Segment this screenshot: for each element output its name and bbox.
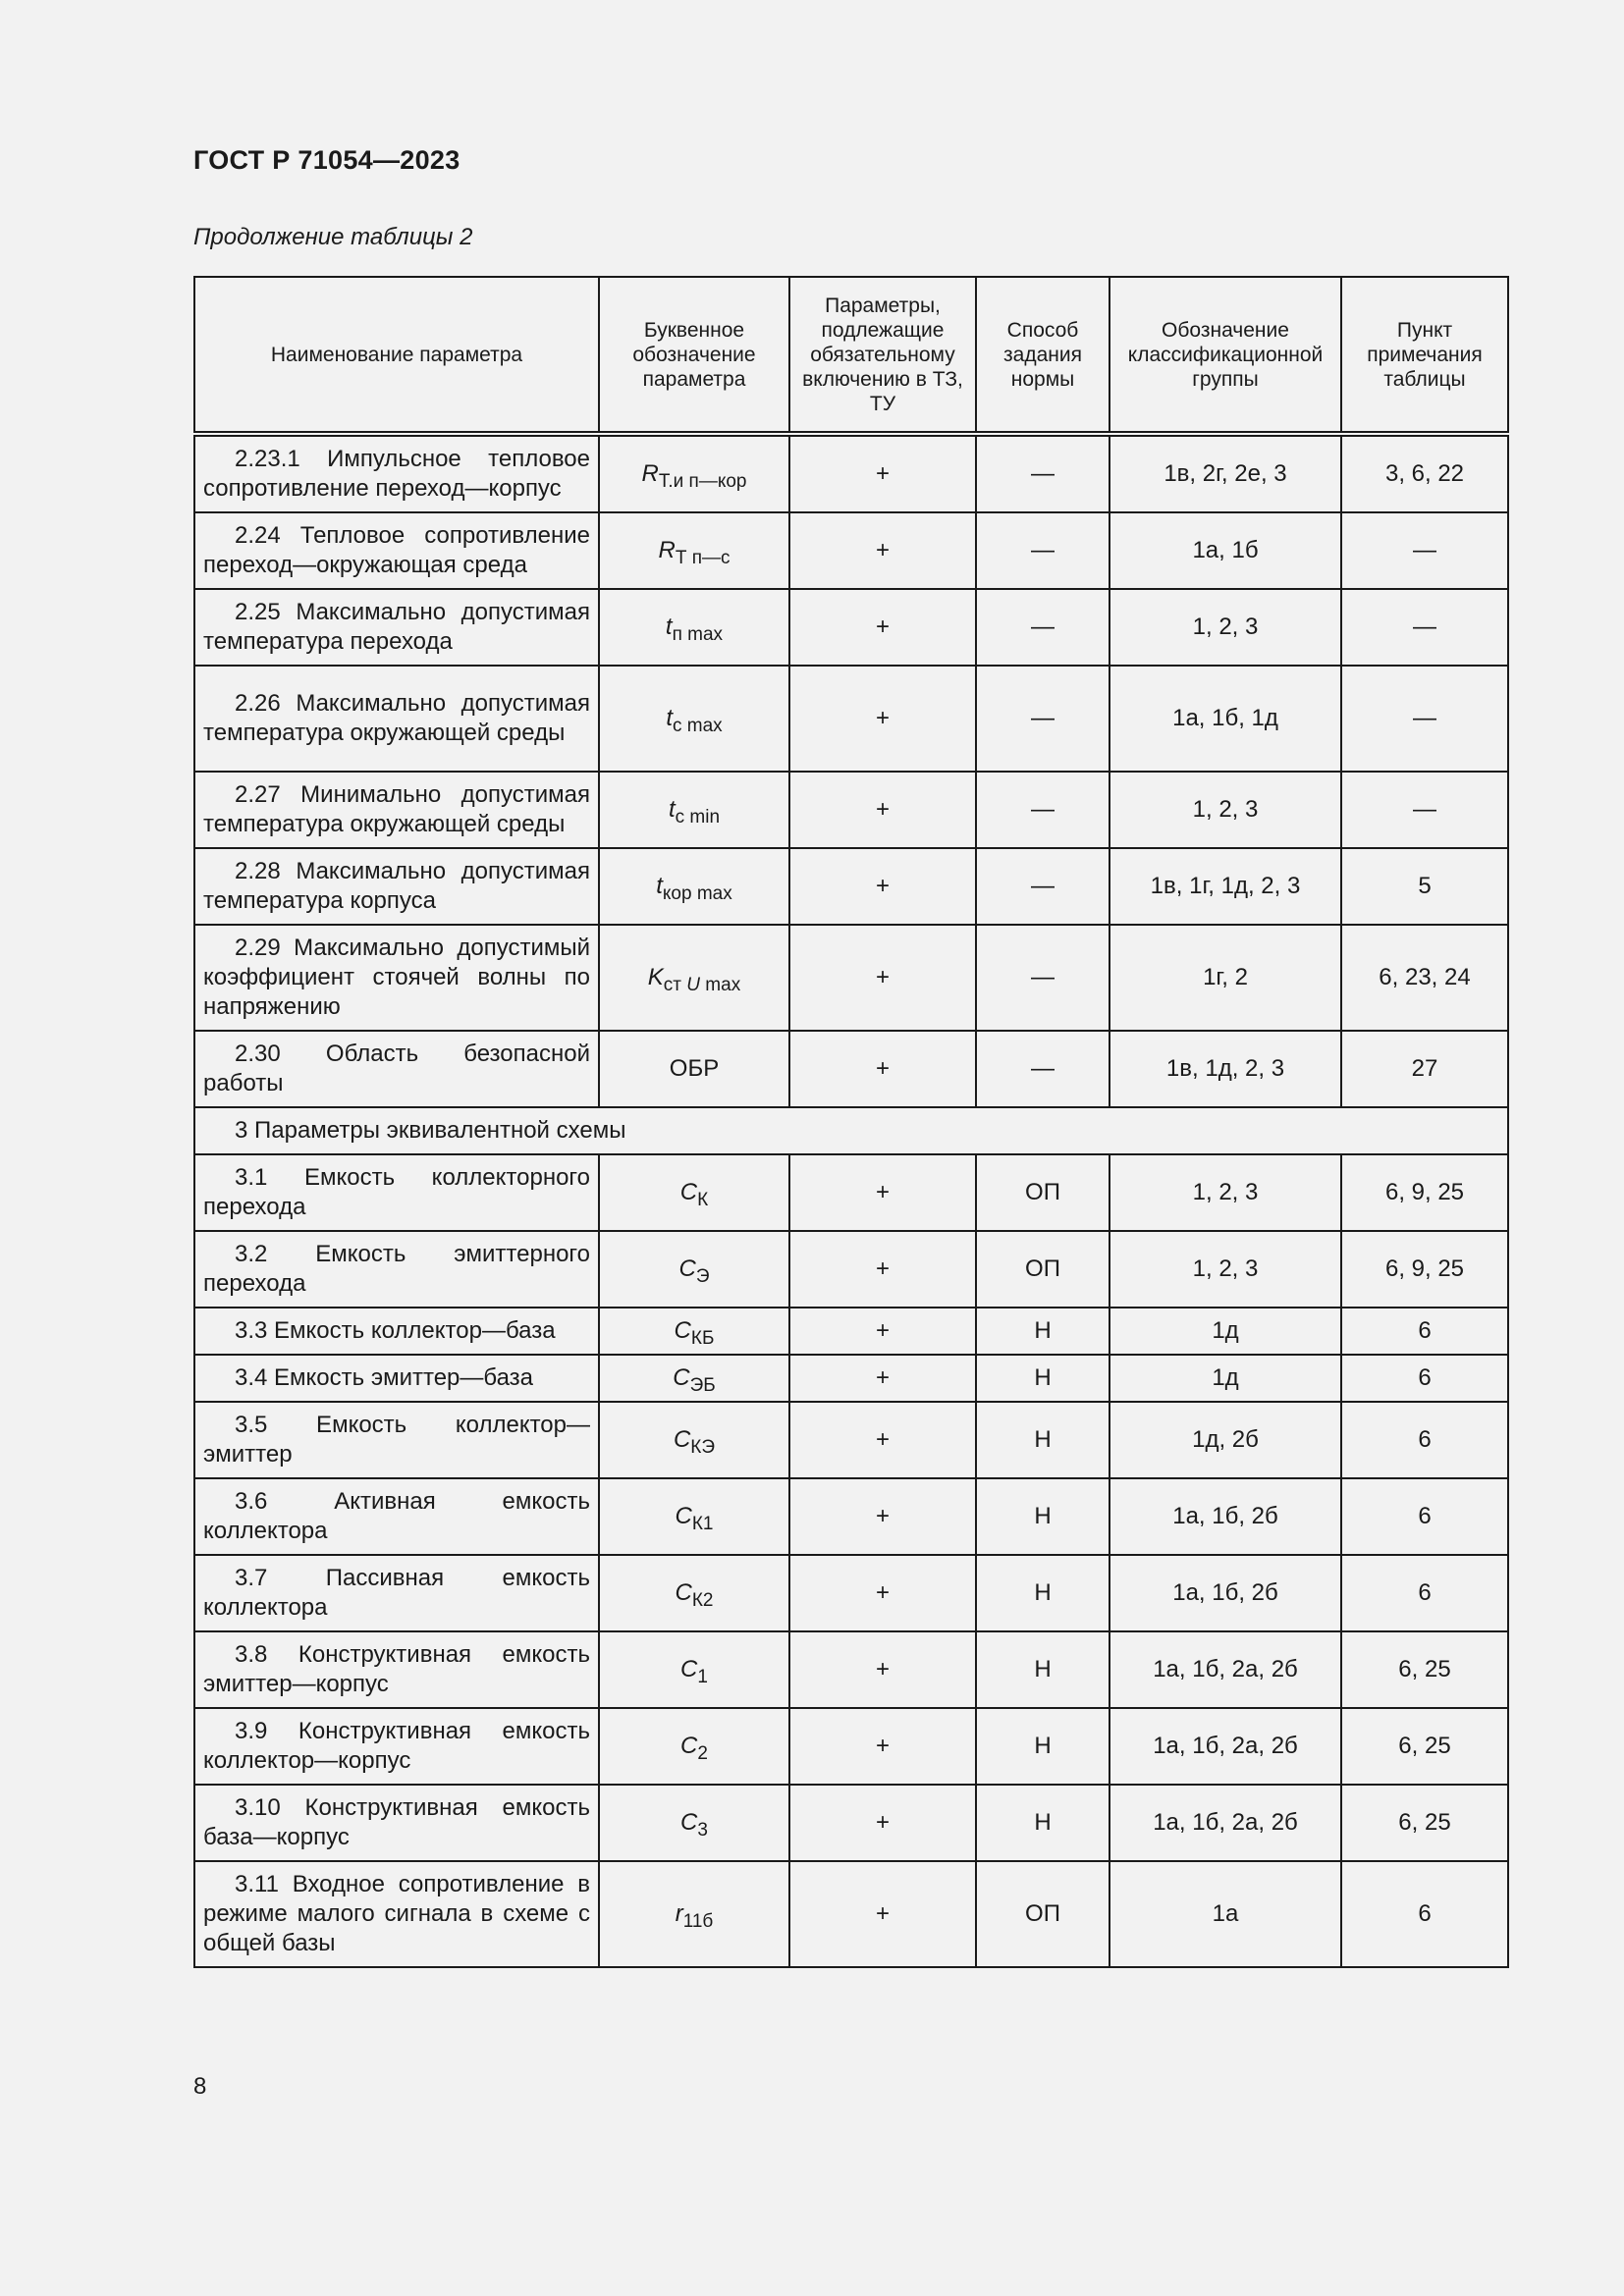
- param-group: 1а, 1б, 2а, 2б: [1110, 1708, 1341, 1785]
- param-included: +: [789, 1402, 976, 1478]
- param-name: 2.30 Область безопасной работы: [194, 1031, 599, 1107]
- param-name: 3.6 Активная емкость коллектора: [194, 1478, 599, 1555]
- param-method: Н: [976, 1402, 1110, 1478]
- param-group: 1а, 1б, 1д: [1110, 666, 1341, 772]
- table-header-row: [194, 277, 1508, 434]
- param-method: Н: [976, 1708, 1110, 1785]
- table-row: [194, 434, 1508, 512]
- param-included: +: [789, 1631, 976, 1708]
- param-group: 1а, 1б, 2а, 2б: [1110, 1785, 1341, 1861]
- param-note: 5: [1341, 848, 1508, 925]
- param-note: 27: [1341, 1031, 1508, 1107]
- table-row: [194, 848, 1508, 925]
- param-group: 1д: [1110, 1308, 1341, 1355]
- param-name: 2.23.1 Импульсное тепловое сопротивление переход—корпус: [194, 434, 599, 512]
- param-symbol: $C_К$: [599, 1154, 789, 1231]
- param-symbol: $K_{ст U max}$: [599, 925, 789, 1031]
- param-group: 1д, 2б: [1110, 1402, 1341, 1478]
- param-name: 3.7 Пассивная емкость коллектора: [194, 1555, 599, 1631]
- param-group: 1, 2, 3: [1110, 1154, 1341, 1231]
- header-note-item: Пункт примечания таблицы: [1341, 277, 1508, 434]
- table-row: [194, 666, 1508, 772]
- param-name: 3.11 Входное сопротивление в режиме малого сигнала в схеме с общей базы: [194, 1861, 599, 1967]
- param-name: 2.25 Максимально допустимая температура перехода: [194, 589, 599, 666]
- param-group: 1, 2, 3: [1110, 589, 1341, 666]
- param-name: 2.26 Максимально допустимая температура окружающей среды: [194, 666, 599, 772]
- table-row: [194, 925, 1508, 1031]
- param-group: 1а, 1б, 2а, 2б: [1110, 1631, 1341, 1708]
- param-group: 1в, 2г, 2е, 3: [1110, 434, 1341, 512]
- table-row: [194, 1555, 1508, 1631]
- table-row: [194, 1031, 1508, 1107]
- param-note: —: [1341, 589, 1508, 666]
- param-symbol: $C_{К2}$: [599, 1555, 789, 1631]
- param-symbol: $r_{11б}$: [599, 1861, 789, 1967]
- param-included: +: [789, 925, 976, 1031]
- param-included: +: [789, 1355, 976, 1402]
- param-symbol: $t_{кор max}$: [599, 848, 789, 925]
- param-note: 6: [1341, 1555, 1508, 1631]
- param-group: 1а, 1б: [1110, 512, 1341, 589]
- param-symbol: $R_{Т.и п—кор}$: [599, 434, 789, 512]
- param-method: ОП: [976, 1861, 1110, 1967]
- param-group: 1г, 2: [1110, 925, 1341, 1031]
- param-symbol: $C_2$: [599, 1708, 789, 1785]
- param-symbol: $t_{с min}$: [599, 772, 789, 848]
- param-note: —: [1341, 512, 1508, 589]
- param-note: 6: [1341, 1308, 1508, 1355]
- param-symbol: $C_{ЭБ}$: [599, 1355, 789, 1402]
- header-classification-group: Обозначение классификационной группы: [1110, 277, 1341, 434]
- param-symbol: $C_3$: [599, 1785, 789, 1861]
- param-symbol: $C_{КБ}$: [599, 1308, 789, 1355]
- param-symbol: $t_{п max}$: [599, 589, 789, 666]
- section-title: 3 Параметры эквивалентной схемы: [194, 1107, 1508, 1154]
- param-included: +: [789, 1555, 976, 1631]
- param-method: —: [976, 925, 1110, 1031]
- param-note: 6, 25: [1341, 1785, 1508, 1861]
- param-included: +: [789, 589, 976, 666]
- param-note: 6, 9, 25: [1341, 1154, 1508, 1231]
- param-note: 6: [1341, 1861, 1508, 1967]
- header-norm-method: Способ задания нормы: [976, 277, 1110, 434]
- table-caption: Продолжение таблицы 2: [193, 224, 473, 250]
- param-symbol: ОБР: [599, 1031, 789, 1107]
- param-note: 6: [1341, 1355, 1508, 1402]
- param-note: 6, 25: [1341, 1631, 1508, 1708]
- table-row: [194, 1785, 1508, 1861]
- table-row: [194, 1631, 1508, 1708]
- table-row: [194, 1708, 1508, 1785]
- table-row: [194, 1861, 1508, 1967]
- param-included: +: [789, 1231, 976, 1308]
- param-method: —: [976, 848, 1110, 925]
- param-included: +: [789, 1861, 976, 1967]
- param-name: 2.28 Максимально допустимая температура корпуса: [194, 848, 599, 925]
- param-included: +: [789, 1031, 976, 1107]
- param-method: —: [976, 666, 1110, 772]
- param-symbol: $R_{Т п—с}$: [599, 512, 789, 589]
- param-group: 1, 2, 3: [1110, 772, 1341, 848]
- param-name: 3.5 Емкость коллектор—эмиттер: [194, 1402, 599, 1478]
- table-row: [194, 772, 1508, 848]
- param-note: 6: [1341, 1478, 1508, 1555]
- param-note: —: [1341, 772, 1508, 848]
- param-included: +: [789, 1478, 976, 1555]
- param-included: +: [789, 666, 976, 772]
- param-method: Н: [976, 1308, 1110, 1355]
- param-group: 1в, 1д, 2, 3: [1110, 1031, 1341, 1107]
- param-symbol: $C_1$: [599, 1631, 789, 1708]
- param-included: +: [789, 772, 976, 848]
- param-group: 1д: [1110, 1355, 1341, 1402]
- table-row: [194, 512, 1508, 589]
- table-row: [194, 1308, 1508, 1355]
- param-note: 6, 23, 24: [1341, 925, 1508, 1031]
- table-row: [194, 1402, 1508, 1478]
- param-group: 1а, 1б, 2б: [1110, 1478, 1341, 1555]
- param-included: +: [789, 848, 976, 925]
- param-method: Н: [976, 1631, 1110, 1708]
- param-method: —: [976, 512, 1110, 589]
- param-method: ОП: [976, 1231, 1110, 1308]
- param-symbol: $C_{КЭ}$: [599, 1402, 789, 1478]
- param-name: 3.2 Емкость эмиттерного перехода: [194, 1231, 599, 1308]
- table-row: [194, 1231, 1508, 1308]
- param-method: —: [976, 434, 1110, 512]
- param-included: +: [789, 1785, 976, 1861]
- param-method: Н: [976, 1355, 1110, 1402]
- param-name: 3.3 Емкость коллектор—база: [194, 1308, 599, 1355]
- param-group: 1в, 1г, 1д, 2, 3: [1110, 848, 1341, 925]
- param-included: +: [789, 512, 976, 589]
- param-method: —: [976, 772, 1110, 848]
- document-standard-title: ГОСТ Р 71054—2023: [193, 145, 460, 175]
- param-name: 3.4 Емкость эмиттер—база: [194, 1355, 599, 1402]
- table-row: [194, 1154, 1508, 1231]
- param-name: 3.10 Конструктивная емкость база—корпус: [194, 1785, 599, 1861]
- page-number: 8: [193, 2073, 207, 2100]
- param-note: 6: [1341, 1402, 1508, 1478]
- param-name: 2.27 Минимально допустимая температура окружающей среды: [194, 772, 599, 848]
- param-included: +: [789, 1308, 976, 1355]
- table-row: [194, 1355, 1508, 1402]
- table-row: [194, 1478, 1508, 1555]
- param-method: ОП: [976, 1154, 1110, 1231]
- param-method: Н: [976, 1785, 1110, 1861]
- param-name: 3.9 Конструктивная емкость коллектор—корпус: [194, 1708, 599, 1785]
- param-name: 2.24 Тепловое сопротивление переход—окружающая среда: [194, 512, 599, 589]
- header-letter-symbol: Буквенное обозначение параметра: [599, 277, 789, 434]
- param-name: 3.8 Конструктивная емкость эмиттер—корпус: [194, 1631, 599, 1708]
- param-method: Н: [976, 1555, 1110, 1631]
- param-symbol: $C_{К1}$: [599, 1478, 789, 1555]
- table-section-row: [194, 1107, 1508, 1154]
- param-note: 6, 25: [1341, 1708, 1508, 1785]
- param-included: +: [789, 1708, 976, 1785]
- param-included: +: [789, 1154, 976, 1231]
- param-group: 1а, 1б, 2б: [1110, 1555, 1341, 1631]
- param-method: —: [976, 1031, 1110, 1107]
- parameters-table: [193, 276, 1509, 1968]
- param-group: 1, 2, 3: [1110, 1231, 1341, 1308]
- param-included: +: [789, 434, 976, 512]
- param-name: 2.29 Максимально допустимый коэффициент стоячей волны по напряжению: [194, 925, 599, 1031]
- param-group: 1а: [1110, 1861, 1341, 1967]
- param-name: 3.1 Емкость коллекторного перехода: [194, 1154, 599, 1231]
- param-symbol: $t_{с max}$: [599, 666, 789, 772]
- header-mandatory-inclusion: Параметры, подлежащие обязательному включению в ТЗ, ТУ: [789, 277, 976, 434]
- param-method: Н: [976, 1478, 1110, 1555]
- param-note: —: [1341, 666, 1508, 772]
- param-note: 6, 9, 25: [1341, 1231, 1508, 1308]
- param-method: —: [976, 589, 1110, 666]
- header-parameter-name: Наименование параметра: [194, 277, 599, 434]
- param-note: 3, 6, 22: [1341, 434, 1508, 512]
- table-row: [194, 589, 1508, 666]
- param-symbol: $C_Э$: [599, 1231, 789, 1308]
